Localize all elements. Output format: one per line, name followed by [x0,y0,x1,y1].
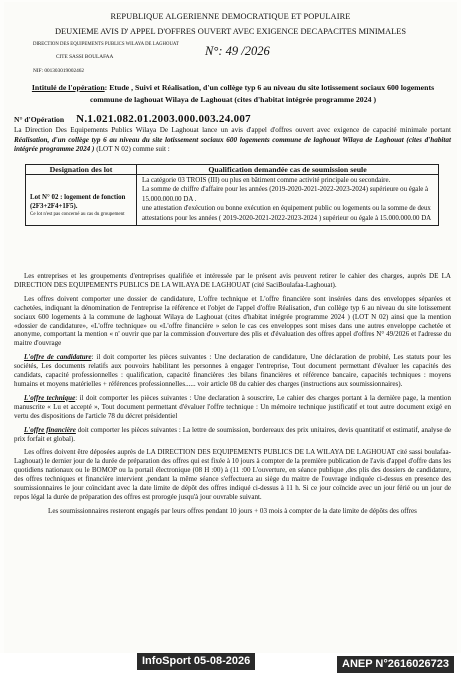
designation-header: Designation des lot [26,165,137,175]
candidature-text: : il doit comporter les pièces suivantes : Une declaration de candidature, Une déclaration de probité, Les statuts pour les sociétés, Les documents relatifs aux pouvoirs habilitant les personnes à engager l'entreprise, Tout document permettant d'évaluer les capacités des candidats, capacité professionnelles : qualification, capacité financières :les bilans financières et référence bancaire, capacités techniques : moyens humains et moyens matérielles + références professionnelles...... voir article 08 du cahier des charges (instructions aux soumissionnaires). [14,353,451,388]
nif-number: NIF: 001303019002462 [33,68,85,74]
withdrawal-paragraph: Les entreprises et les groupements d'entreprises qualifiée et intéressée par le présent avis peuvent retirer le cahier des charges, auprès DE LA DIRECTION DES EQUIPEMENTS PUBLICS DE LA WILAYA DE LAGHOUAT (cité SaciBoulafaa-Laghouat). [14,272,451,289]
financial-text: doit comporter les pièces suivantes : La lettre de soumission, bordereaux des prix unitaires, devis quantitatif et estimatif, analyse de prix forfait et global). [14,425,451,443]
intro-paragraph [14,126,451,155]
publication-badge: InfoSport 05-08-2026 [137,653,255,670]
direction-address: CITE SASSI BOULAFAA [56,54,114,60]
qualification-header: Qualification demandée cas de soumission seule [137,165,439,175]
table-row [26,175,439,226]
technical-paragraph [14,394,451,421]
candidature-heading: L'offre de candidature [24,353,92,362]
republic-header: REPUBLIQUE ALGERIENNE DEMOCRATIQUE ET POPULAIRE [110,12,351,21]
table-header-row [26,165,439,175]
intro-text: La Direction Des Equipements Publics Wilaya De Laghouat lance un avis d'appel d'offres ouvert avec exigence de capacité minimale portant [14,126,451,134]
intro-italic: Réalisation, d'un collège typ 6 au niveau du site lotissement sociaux 600 logements commune de laghouat Wilaya de Laghouat (cites d'habitat intégrée programme 2024 ) [14,135,451,153]
operation-title [15,82,451,105]
lot-note: Ce lot n'est pas concerné au cas du groupement [30,211,125,217]
operation-title-text: : Etude , Suivi et Réalisation, d'un collège typ 6 au niveau du site lotissement sociaux 600 logements commune de laghouat Wilaya de Laghouat (cites d'habitat intégrée programme 2024 ) [89,83,435,104]
operation-number [14,113,251,125]
validity-paragraph: Les soumissionnaires resteront engagés par leurs offres pendant 10 jours + 03 mois à compter de la date limite de dépôts des offres [48,506,417,515]
operation-title-label: Intitulé de l'opération [31,83,105,92]
notice-number: N°: 49 /2026 [205,44,270,58]
notice-title: DEUXIEME AVIS D' APPEL D'OFFRES OUVERT AVEC EXIGENCE DECAPACITES MINIMALES [54,27,407,36]
qualification-turnover: La somme de chiffre d'affaire pour les années (2019-2020-2021-2022-2023-2024) supérieure ou égale à 15.000.000.00 DA . [142,186,429,203]
candidature-paragraph [14,353,451,389]
technical-heading: L'offre technique [24,393,76,402]
lot-label: Lot N° 02 : logement de fonction (2F3+2F4+1F5). [30,194,126,211]
financial-heading: L'offre financière [24,425,76,434]
qualification-category: La catégorie 03 TROIS (III) ou plus en bâtiment comme activité principale ou secondaire. [142,177,391,184]
operation-number-value: N.1.021.082.01.2003.000.003.24.007 [76,113,251,125]
footer [0,653,461,676]
technical-text: : il doit comporter les pièces suivantes : Une declaration à souscrire, Le cahier des charges portant à la dernière page, la mention manuscrite « Lu et accepté », Tout document permettant d'évaluer l'offre technique : Un mémoire technique justificatif et tout autre document exigé en vertu des dispositions de l'article 78 du décret présidentiel [14,393,451,420]
anep-badge: ANEP N°2616026723 [337,656,454,673]
qualification-cell [137,175,439,226]
deposit-paragraph: Les offres doivent être déposées auprès de LA DIRECTION DES EQUIPEMENTS PUBLICS DE LA WILAYA DE LAGHOUAT cité sassi boulafaa-Laghouat) le dernier jour de la durée de préparation des offres qui est fixée à 10 jours à compter de la première publication de l'avis d'appel d'offre dans les quotidiens nationaux ou le BOMOP ou la portail électronique (08 H :00) à (11 :00 L'ouverture, en séance publique ,des plis des dossiers de candidature, des offres techniques et financière intervient ,pendant la même séance s'effectuera au siège du maitre de l'ouvrage indiquée ci-dessus en presence des soumissionnaires le jour coïncidant avec la date limite de dépôt des offres indiqué ci-dessus à 11 h. Si ce jour coïncide avec un jour férié ou un jour de repos légal la durée de préparation des offres est prorogée jusqu'à jour ouvrable suivant. [14,448,451,501]
notice-body [14,272,451,521]
direction-name: DIRECTION DES EQUIPEMENTS PUBLICS WILAYA DE LAGHOUAT [33,42,179,47]
lots-table [25,164,439,226]
financial-paragraph [14,426,451,444]
offers-paragraph: Les offres doivent comporter une dossier de candidature, L'offre technique et L'offre financière sont insérées dans des enveloppes séparées et cachetées, indiquant la dénomination de l'entreprise la référence et l'objet de l'appel d'offre Réalisation, d'un collège typ 6 au niveau du site lotissement sociaux 600 logements à la commune de laghouat Wilaya de Laghouat (cites d'habitat intégrée programme 2024 ) (LOT N 02) ainsi que la mention «dossier de candidature», «L'offre technique» ou «L'offre financière » selon le cas ces enveloppes sont mises dans une autres enveloppe cachetée et anonyme, comportant la mention « n' ouvrir que par la commission d'ouverture des plis et d'évaluation des offres appel d'offres N° 49/2026 et l'adresse du maitre d'ouvrage [14,294,451,348]
lot-cell [26,175,137,226]
intro-end: (LOT N 02) comme suit : [94,145,170,153]
operation-number-label: N° d'Opération [14,115,65,124]
qualification-attestation: une attestation d'exécution ou bonne exécution en équipement public ou logements ou la somme de deux attestations pour les années ( 2019-2020-2021-2022-2023-2024 ) supérieur ou égale à 15.000.000.00 DA [142,205,432,222]
